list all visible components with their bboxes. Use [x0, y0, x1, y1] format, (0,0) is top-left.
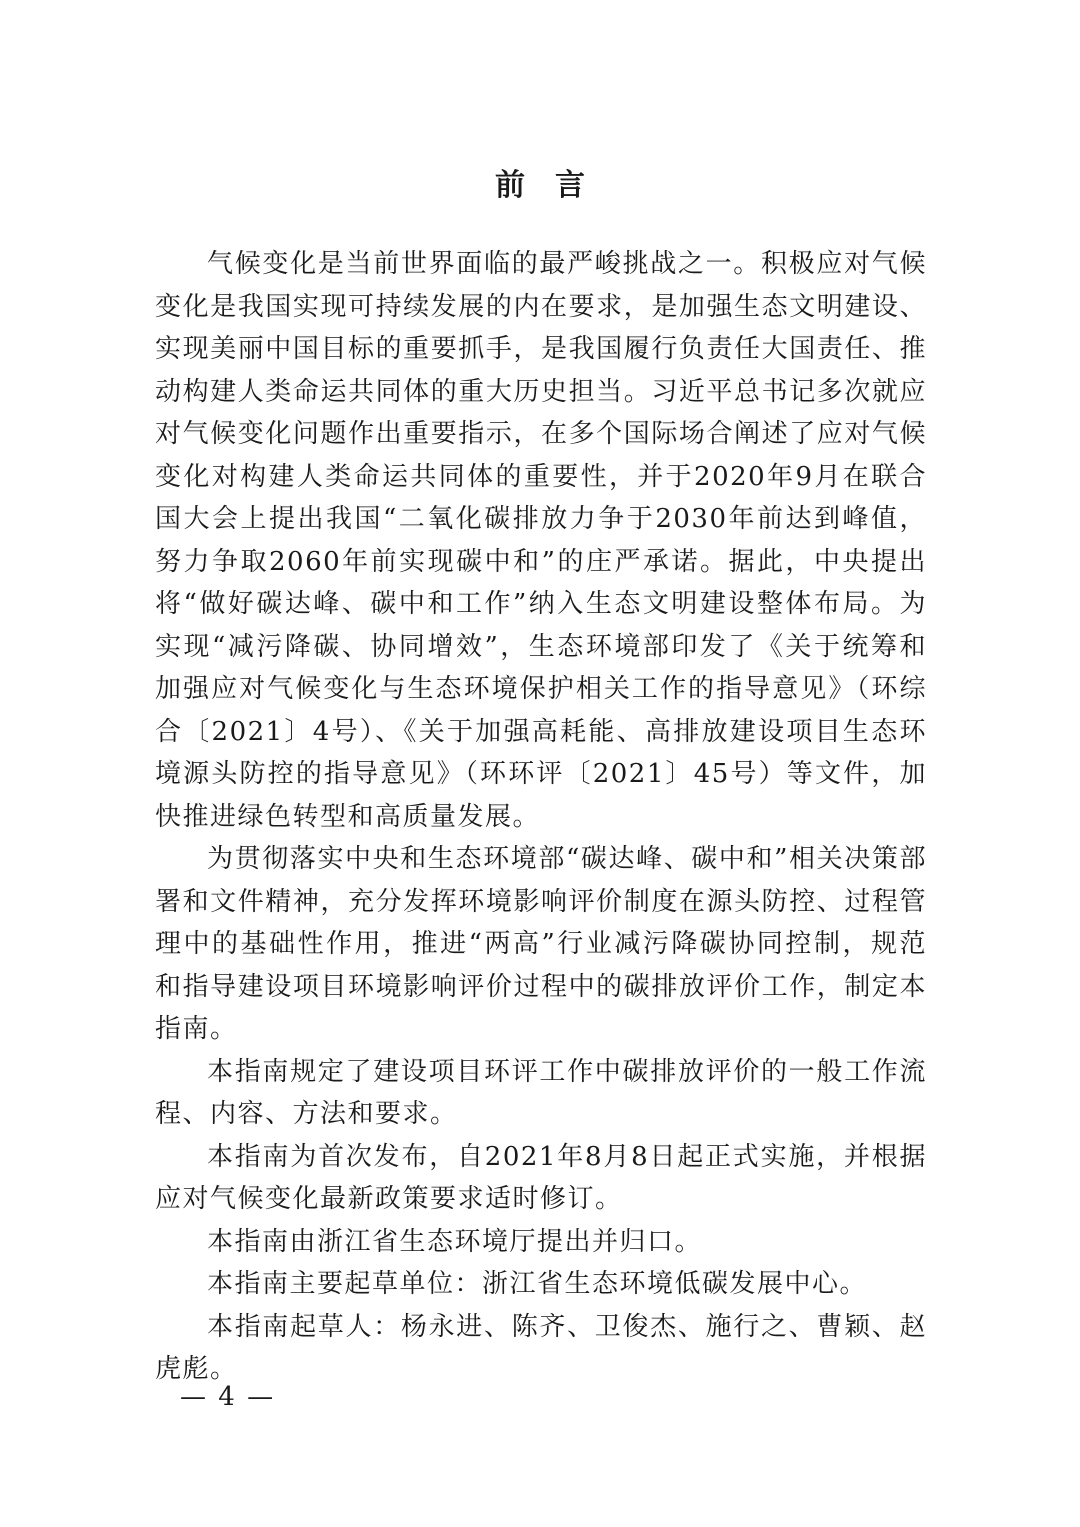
paragraph-1: 气候变化是当前世界面临的最严峻挑战之一。积极应对气候变化是我国实现可持续发展的内在要求，是加强生态文明建设、实现美丽中国目标的重要抓手，是我国履行负责任大国责任、推动构建人类命运共同体的重大历史担当。习近平总书记多次就应对气候变化问题作出重要指示，在多个国际场合阐述了应对气候变化对构建人类命运共同体的重要性，并于2020年9月在联合国大会上提出我国“二氧化碳排放力争于2030年前达到峰值，努力争取2060年前实现碳中和”的庄严承诺。据此，中央提出将“做好碳达峰、碳中和工作”纳入生态文明建设整体布局。为实现“减污降碳、协同增效”，生态环境部印发了《关于统筹和加强应对气候变化与生态环境保护相关工作的指导意见》（环综合〔2021〕4号）、《关于加强高耗能、高排放建设项目生态环境源头防控的指导意见》（环环评〔2021〕45号）等文件，加快推进绿色转型和高质量发展。 [155, 249, 927, 832]
paragraph-4: 本指南为首次发布，自2021年8月8日起正式实施，并根据应对气候变化最新政策要求适时修订。 [155, 1141, 927, 1214]
paragraph-7: 本指南起草人：杨永进、陈齐、卫俊杰、施行之、曹颖、赵虎彪。 [155, 1311, 927, 1384]
paragraph-6: 本指南主要起草单位：浙江省生态环境低碳发展中心。 [207, 1269, 868, 1299]
page-title: 前言 [495, 168, 615, 203]
paragraph-5: 本指南由浙江省生态环境厅提出并归口。 [207, 1226, 703, 1257]
page-number: — 4 — [180, 1382, 276, 1412]
paragraph-3: 本指南规定了建设项目环评工作中碳排放评价的一般工作流程、内容、方法和要求。 [155, 1056, 927, 1129]
body-text [155, 243, 927, 1391]
paragraph-2: 为贯彻落实中央和生态环境部“碳达峰、碳中和”相关决策部署和文件精神，充分发挥环境影响评价制度在源头防控、过程管理中的基础性作用，推进“两高”行业减污降碳协同控制，规范和指导建设项目环境影响评价过程中的碳排放评价工作，制定本指南。 [155, 844, 927, 1044]
